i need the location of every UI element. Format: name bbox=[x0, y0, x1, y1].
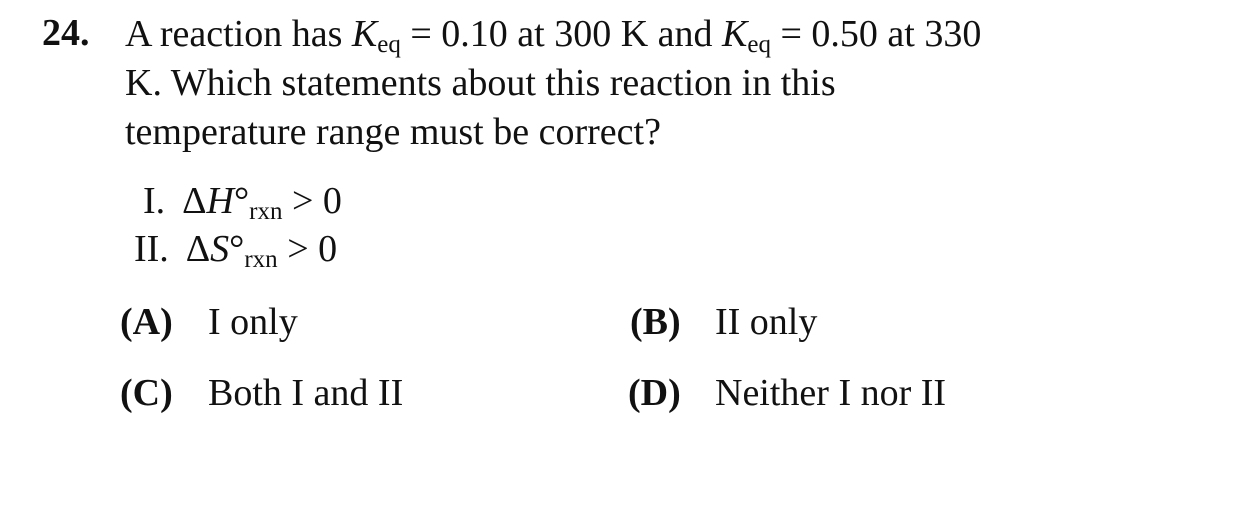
choice-text: II only bbox=[715, 301, 818, 343]
choice-d[interactable] bbox=[628, 370, 946, 416]
entropy-symbol: S bbox=[210, 228, 230, 270]
enthalpy-symbol: H bbox=[206, 180, 234, 222]
choice-text: I only bbox=[208, 301, 298, 343]
degree-symbol: ° bbox=[233, 180, 250, 222]
choice-letter: (D) bbox=[628, 372, 681, 414]
choice-letter: (A) bbox=[120, 301, 173, 343]
delta-symbol: Δ bbox=[185, 228, 211, 270]
delta-symbol: Δ bbox=[182, 180, 207, 222]
stem-line-3: temperature range must be correct? bbox=[125, 111, 661, 153]
keq-subscript-2: eq bbox=[747, 31, 771, 58]
choice-a[interactable] bbox=[120, 299, 298, 345]
keq-subscript-1: eq bbox=[377, 31, 401, 58]
choice-letter: (C) bbox=[120, 372, 173, 414]
statement-2 bbox=[134, 226, 337, 272]
degree-symbol: ° bbox=[229, 228, 245, 270]
keq-symbol-1: K bbox=[351, 13, 378, 55]
question-stem bbox=[125, 10, 1125, 157]
choice-text: Both I and II bbox=[208, 372, 404, 414]
stem-line-1 bbox=[125, 10, 1125, 59]
question-number: 24. bbox=[42, 12, 90, 54]
rxn-subscript: rxn bbox=[244, 246, 278, 273]
stem-text-part-3: = 0.50 at 330 bbox=[770, 13, 982, 55]
statement-numeral: II. bbox=[134, 228, 169, 270]
statement-numeral: I. bbox=[143, 180, 166, 222]
choice-text: Neither I nor II bbox=[715, 372, 947, 414]
statement-1 bbox=[143, 178, 342, 224]
stem-line-2: K. Which statements about this reaction in this bbox=[125, 62, 836, 104]
choice-letter: (B) bbox=[630, 301, 681, 343]
keq-symbol-2: K bbox=[722, 13, 748, 55]
choice-b[interactable] bbox=[630, 299, 817, 345]
choice-c[interactable] bbox=[120, 370, 403, 416]
stem-text-part-2: = 0.10 at 300 K and bbox=[400, 13, 723, 55]
rxn-subscript: rxn bbox=[249, 198, 283, 225]
statement-relation: > 0 bbox=[282, 180, 342, 222]
statement-relation: > 0 bbox=[277, 228, 338, 270]
stem-text-part-1: A reaction has bbox=[125, 13, 352, 55]
